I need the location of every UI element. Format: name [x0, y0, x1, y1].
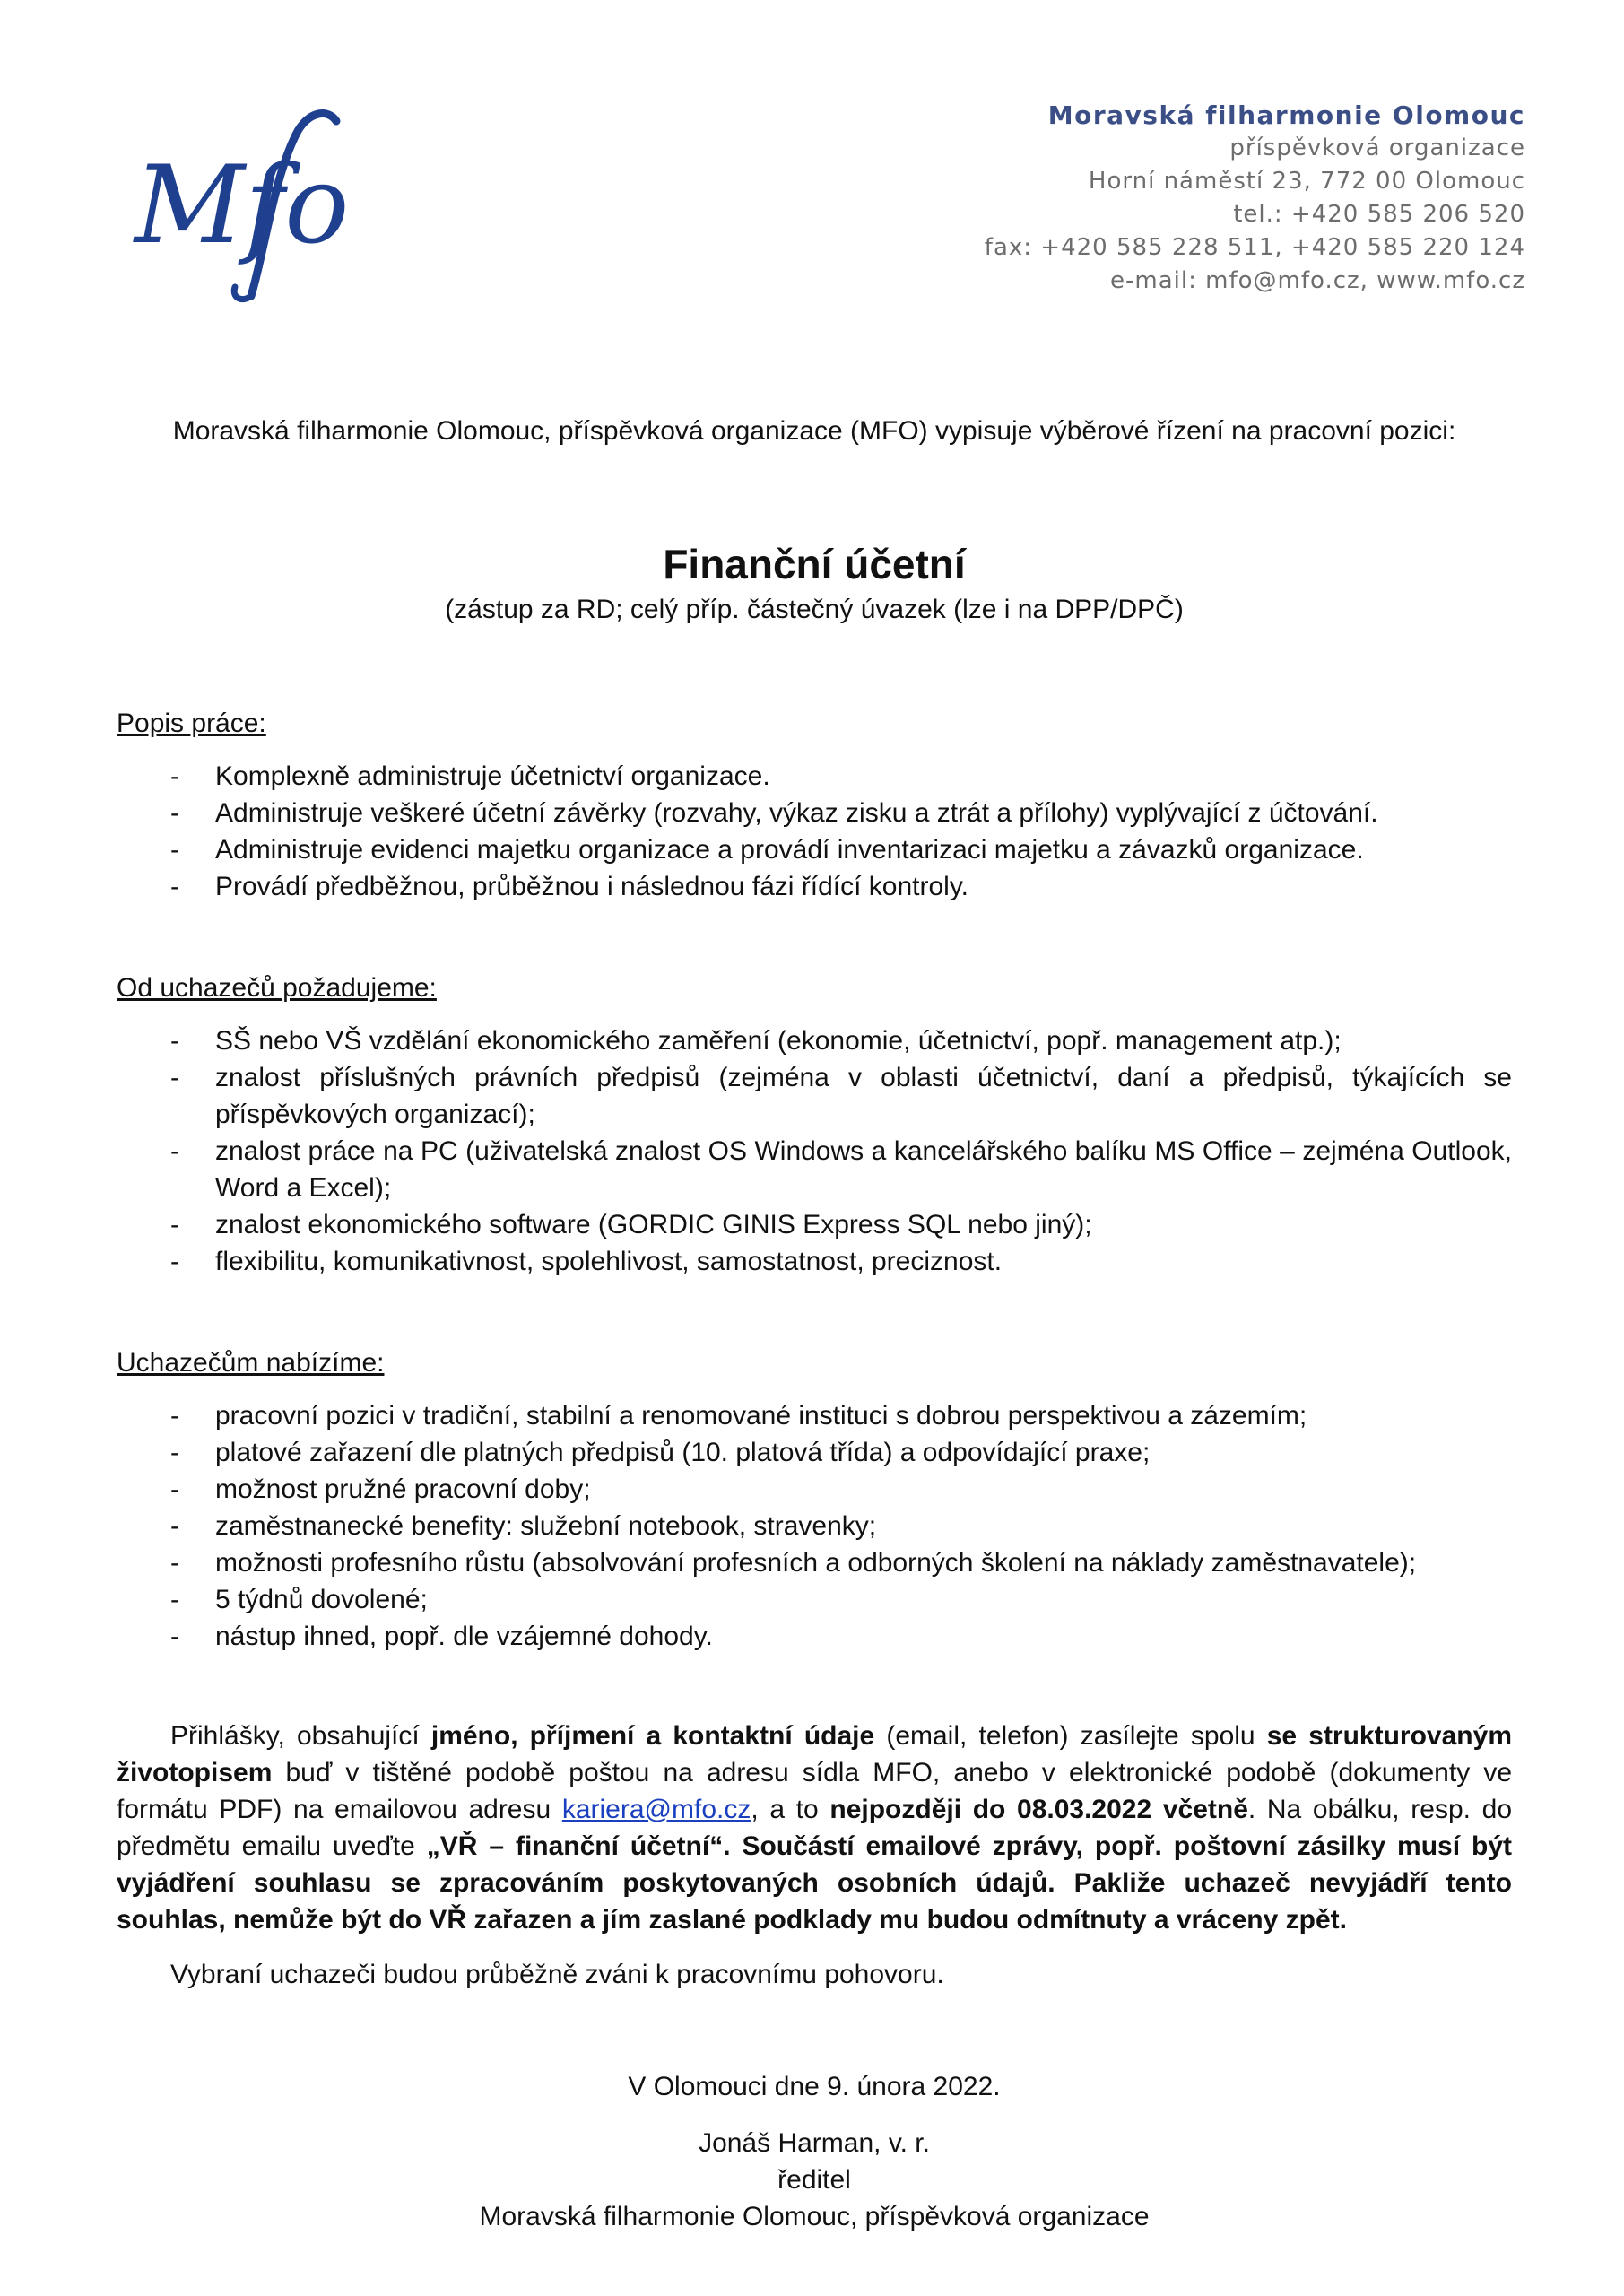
signature-name: Jonáš Harman, v. r. [699, 2128, 930, 2158]
signature-block [117, 2125, 1512, 2235]
dash-marker: - [170, 1247, 179, 1276]
application-paragraph: Přihlášky, obsahující jméno, příjmení a kontaktní údaje (email, telefon) zasílejte spolu se strukturovaným životopisem buď v tištěné podobě poštou na adresu sídla MFO, anebo v elektronické podobě (dokumenty ve formátu PDF) na emailovou adresu kariera@mfo.cz, a to nejpozději do 08.03.2022 včetně. Na obálku, resp. do předmětu emailu uveďte „VŘ – finanční účetní“. Součástí emailové zprávy, popř. poštovní zásilky musí být vyjádření souhlasu se zpracováním poskytovaných osobních údajů. Pakliže uchazeč nevyjádří tento souhlas, nemůže být do VŘ zařazen a jím zaslané podklady mu budou odmítnuty a vráceny zpět. [117, 1721, 1513, 1935]
dash-marker: - [170, 1548, 179, 1578]
email-link[interactable]: kariera@mfo.cz [561, 1795, 751, 1824]
mfo-logo-graphic [117, 99, 386, 305]
list-item: - platové zařazení dle platných předpisů (10. platová třída) a odpovídající praxe; [117, 1434, 1512, 1471]
dash-marker: - [170, 1210, 179, 1239]
section-heading-offer: Uchazečům nabízíme: [117, 1348, 385, 1378]
section-heading-requirements: Od uchazečů požadujeme: [117, 973, 437, 1003]
list-item: - 5 týdnů dovolené; [117, 1581, 1512, 1618]
list-item: - zaměstnanecké benefity: služební notebook, stravenky; [117, 1508, 1512, 1544]
job-description-list [117, 758, 1512, 905]
list-item: - Administruje veškeré účetní závěrky (rozvahy, výkaz zisku a ztrát a přílohy) vyplývající z účtování. [117, 795, 1512, 831]
dash-marker: - [170, 1438, 179, 1467]
list-item: - Administruje evidenci majetku organizace a provádí inventarizaci majetku a závazků organizace. [117, 831, 1512, 868]
document-body [117, 413, 1512, 2235]
list-item: - znalost ekonomického software (GORDIC GINIS Express SQL nebo jiný); [117, 1206, 1512, 1243]
org-email-web: e-mail: mfo@mfo.cz, www.mfo.cz [1110, 267, 1525, 294]
date-line: V Olomouci dne 9. února 2022. [628, 2072, 1001, 2101]
dash-marker: - [170, 798, 179, 828]
org-name: Moravská filharmonie Olomouc [1047, 100, 1525, 130]
organization-header [985, 99, 1525, 298]
signature-role: ředitel [777, 2165, 851, 2195]
list-item: - znalost příslušných právních předpisů (zejména v oblasti účetnictví, daní a předpisů, týkajících se příspěvkových organizací); [117, 1059, 1512, 1133]
requirements-list [117, 1022, 1512, 1280]
position-subtitle: (zástup za RD; celý příp. částečný úvazek (lze i na DPP/DPČ) [445, 595, 1184, 624]
dash-marker: - [170, 1511, 179, 1541]
list-item: - možnost pružné pracovní doby; [117, 1471, 1512, 1508]
position-title: Finanční účetní [663, 541, 966, 587]
dash-marker: - [170, 1026, 179, 1056]
org-address: Horní náměstí 23, 772 00 Olomouc [1088, 168, 1525, 195]
dash-marker: - [170, 835, 179, 865]
offer-list [117, 1397, 1512, 1655]
list-item: - Provádí předběžnou, průběžnou i následnou fázi řídící kontroly. [117, 868, 1512, 905]
list-item: - možnosti profesního růstu (absolvování profesních a odborných školení na náklady zaměstnavatele); [117, 1544, 1512, 1581]
list-item: - flexibilitu, komunikativnost, spolehlivost, samostatnost, preciznost. [117, 1243, 1512, 1280]
dash-marker: - [170, 872, 179, 901]
dash-marker: - [170, 1622, 179, 1651]
list-item: - znalost práce na PC (uživatelská znalost OS Windows a kancelářského balíku MS Office – zejména Outlook, Word a Excel); [117, 1133, 1512, 1206]
dash-marker: - [170, 1401, 179, 1431]
selected-candidates-note: Vybraní uchazeči budou průběžně zváni k pracovnímu pohovoru. [170, 1960, 944, 1989]
dash-marker: - [170, 1585, 179, 1614]
dash-marker: - [170, 1136, 179, 1166]
signature-org: Moravská filharmonie Olomouc, příspěvková organizace [479, 2202, 1150, 2231]
list-item: - Komplexně administruje účetnictví organizace. [117, 758, 1512, 795]
dash-marker: - [170, 1063, 179, 1092]
dash-marker: - [170, 761, 179, 791]
org-type: příspěvková organizace [1229, 135, 1525, 161]
list-item: - pracovní pozici v tradiční, stabilní a renomované instituci s dobrou perspektivou a zázemím; [117, 1397, 1512, 1434]
dash-marker: - [170, 1474, 179, 1504]
list-item: - nástup ihned, popř. dle vzájemné dohody. [117, 1618, 1512, 1655]
logo-text: Mfo [135, 144, 350, 268]
section-heading-job-description: Popis práce: [117, 709, 266, 738]
org-fax: fax: +420 585 228 511, +420 585 220 124 [984, 234, 1525, 261]
mfo-logo [117, 99, 386, 305]
intro-paragraph: Moravská filharmonie Olomouc, příspěvková organizace (MFO) vypisuje výběrové řízení na pracovní pozici: [172, 416, 1456, 446]
list-item: - SŠ nebo VŠ vzdělání ekonomického zaměření (ekonomie, účetnictví, popř. management atp.); [117, 1022, 1512, 1059]
org-phone: tel.: +420 585 206 520 [1233, 201, 1525, 228]
